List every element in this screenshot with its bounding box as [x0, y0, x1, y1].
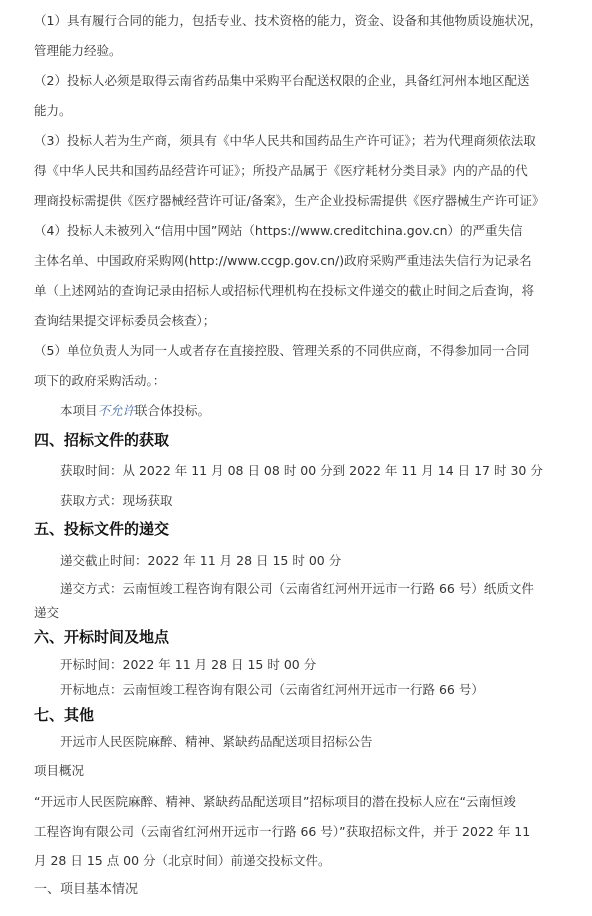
section-5-method-line-1: 递交方式：云南恒竣工程咨询有限公司（云南省红河州开远市一行路 66 号）纸质文件 [60, 581, 534, 596]
consortium-value: 不允许 [97, 403, 136, 418]
section-5-method-line-2: 递交 [34, 605, 60, 620]
announcement-title: 开远市人民医院麻醉、精神、紧缺药品配送项目招标公告 [60, 734, 373, 749]
qual-3-line-3: 理商投标需提供《医疗器械经营许可证/备案》，生产企业投标需提供《医疗器械生产许可证》 [34, 193, 545, 208]
qual-5-line-1: （5）单位负责人为同一人或者存在直接控股、管理关系的不同供应商，不得参加同一合同 [34, 343, 530, 358]
section-7-heading: 七、其他 [34, 706, 95, 724]
consortium-statement [60, 403, 210, 419]
consortium-prefix: 本项目 [60, 403, 98, 418]
qual-3-line-2: 得《中华人民共和国药品经营许可证》；所投产品属于《医疗耗材分类目录》内的产品的代 [34, 163, 528, 178]
basic-info-heading: 一、项目基本情况 [34, 882, 139, 897]
overview-line-2: 工程咨询有限公司（云南省红河州开远市一行路 66 号）”获取招标文件，并于 2022 年 11 [34, 824, 531, 839]
qual-1-line-2: 管理能力经验。 [34, 43, 122, 58]
section-6-time: 开标时间：2022 年 11 月 28 日 15 时 00 分 [60, 657, 317, 672]
section-4-heading: 四、招标文件的获取 [34, 431, 170, 449]
section-6-heading: 六、开标时间及地点 [34, 628, 170, 646]
qual-4-line-4: 查询结果提交评标委员会核查）； [34, 313, 216, 328]
overview-label: 项目概况 [34, 763, 85, 778]
qual-4-line-3: 单（上述网站的查询记录由招标人或招标代理机构在投标文件递交的截止时间之后查询，将 [34, 283, 535, 298]
qual-1-line-1: （1）具有履行合同的能力，包括专业、技术资格的能力，资金、设备和其他物质设施状况， [34, 13, 542, 28]
section-6-place: 开标地点：云南恒竣工程咨询有限公司（云南省红河州开远市一行路 66 号） [60, 682, 484, 697]
qual-2-line-1: （2）投标人必须是取得云南省药品集中采购平台配送权限的企业，具备红河州本地区配送 [34, 73, 530, 88]
overview-line-1: “开远市人民医院麻醉、精神、紧缺药品配送项目”招标项目的潜在投标人应在“云南恒竣 [34, 794, 516, 809]
qual-4-line-2: 主体名单、中国政府采购网(http://www.ccgp.gov.cn/)政府采购严重违法失信行为记录名 [34, 253, 532, 268]
qual-5-line-2: 项下的政府采购活动。： [34, 373, 166, 388]
section-4-method: 获取方式：现场获取 [60, 493, 173, 508]
qual-3-line-1: （3）投标人若为生产商，须具有《中华人民共和国药品生产许可证》；若为代理商须依法取 [34, 133, 536, 148]
consortium-suffix: 联合体投标。 [135, 403, 211, 418]
section-4-time: 获取时间：从 2022 年 11 月 08 日 08 时 00 分到 2022 年 11 月 14 日 17 时 30 分 [60, 463, 543, 478]
qual-2-line-2: 能力。 [34, 103, 72, 118]
section-5-heading: 五、投标文件的递交 [34, 520, 170, 538]
section-5-deadline: 递交截止时间：2022 年 11 月 28 日 15 时 00 分 [60, 553, 342, 568]
qual-4-line-1: （4）投标人未被列入“信用中国”网站（https://www.creditchina.gov.cn）的严重失信 [34, 223, 523, 238]
overview-line-3: 月 28 日 15 点 00 分（北京时间）前递交投标文件。 [34, 853, 331, 868]
